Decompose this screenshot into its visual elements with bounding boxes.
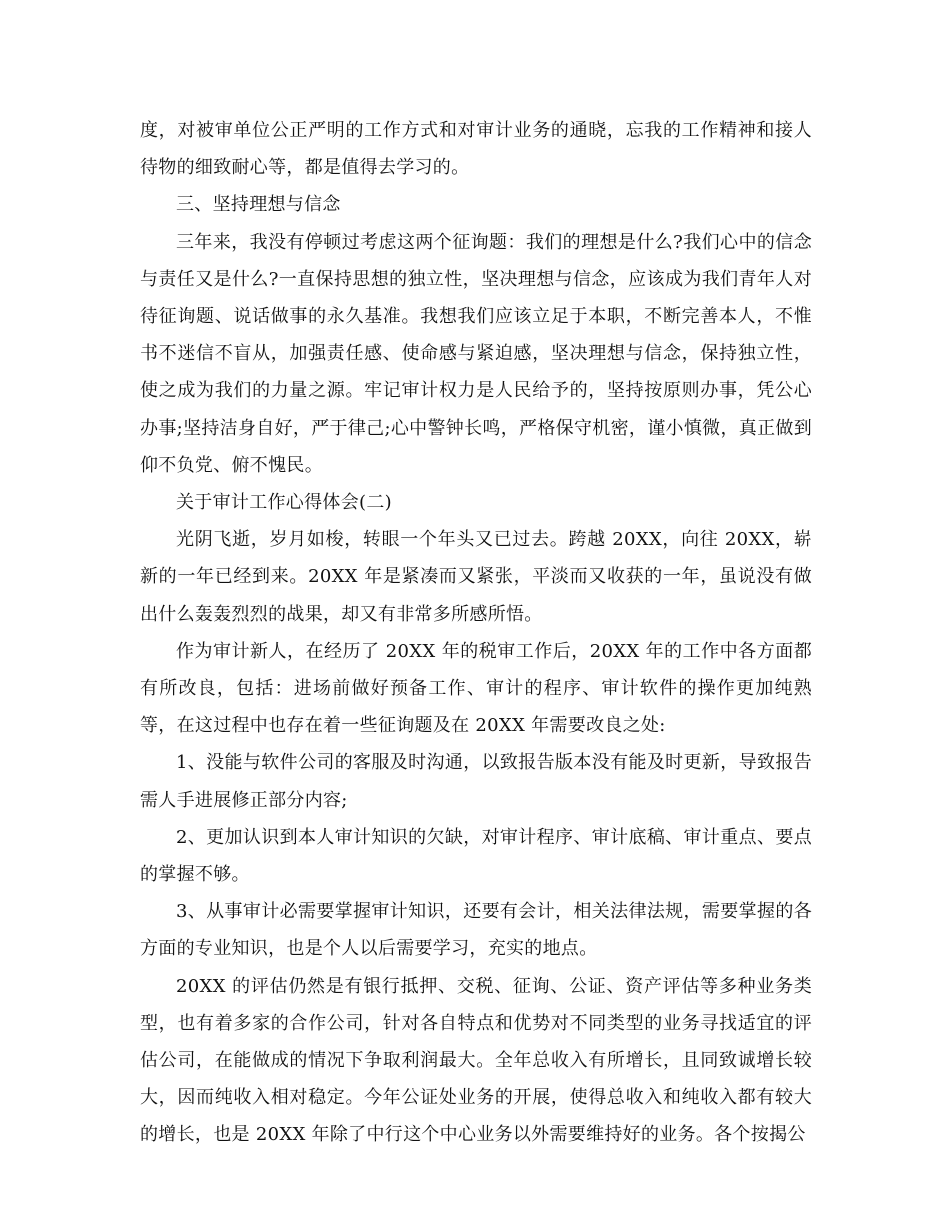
document-page bbox=[140, 112, 812, 1154]
paragraph: 20XX 的评估仍然是有银行抵押、交税、征询、公证、资产评估等多种业务类型，也有着多家的合作公司，针对各自特点和优势对不同类型的业务寻找适宜的评估公司，在能做成的情况下争取利润最大。全年总收入有所增长，且同致诚增长较大，因而纯收入相对稳定。今年公证处业务的开展，使得总收入和纯收入都有较大的增长，也是 20XX 年除了中行这个中心业务以外需要维持好的业务。各个按揭公 bbox=[140, 975, 812, 1146]
list-item: 1、没能与软件公司的客服及时沟通，以致报告版本没有能及时更新，导致报告需人手进展修正部分内容; bbox=[140, 752, 812, 811]
list-item: 3、从事审计必需要掌握审计知识，还要有会计，相关法律法规，需要掌握的各方面的专业知识，也是个人以后需要学习，充实的地点。 bbox=[140, 901, 812, 960]
article-title: 关于审计工作心得体会(二) bbox=[176, 492, 392, 514]
paragraph-continuation: 度，对被审单位公正严明的工作方式和对审计业务的通晓，忘我的工作精神和接人待物的细致耐心等，都是值得去学习的。 bbox=[140, 120, 812, 179]
paragraph: 作为审计新人，在经历了 20XX 年的税审工作后，20XX 年的工作中各方面都有所改良，包括：进场前做好预备工作、审计的程序、审计软件的操作更加纯熟等，在这过程中也存在着一些征询题及在 20XX 年需要改良之处: bbox=[140, 640, 812, 737]
paragraph: 光阴飞逝，岁月如梭，转眼一个年头又已过去。跨越 20XX，向往 20XX，崭新的一年已经到来。20XX 年是紧凑而又紧张，平淡而又收获的一年，虽说没有做出什么轰轰烈烈的战果，却又有非常多所感所悟。 bbox=[140, 529, 812, 625]
section-heading: 三、坚持理想与信念 bbox=[176, 194, 341, 216]
paragraph: 三年来，我没有停顿过考虑这两个征询题：我们的理想是什么?我们心中的信念与责任又是什么?一直保持思想的独立性，坚决理想与信念，应该成为我们青年人对待征询题、说话做事的永久基准。我想我们应该立足于本职，不断完善本人，不惟书不迷信不盲从，加强责任感、使命感与紧迫感，坚决理想与信念，保持独立性，使之成为我们的力量之源。牢记审计权力是人民给予的，坚持按原则办事，凭公心办事;坚持洁身自好，严于律己;心中警钟长鸣，严格保守机密，谨小慎微，真正做到仰不负党、俯不愧民。 bbox=[140, 231, 812, 476]
list-item: 2、更加认识到本人审计知识的欠缺，对审计程序、审计底稿、审计重点、要点的掌握不够。 bbox=[140, 826, 812, 886]
